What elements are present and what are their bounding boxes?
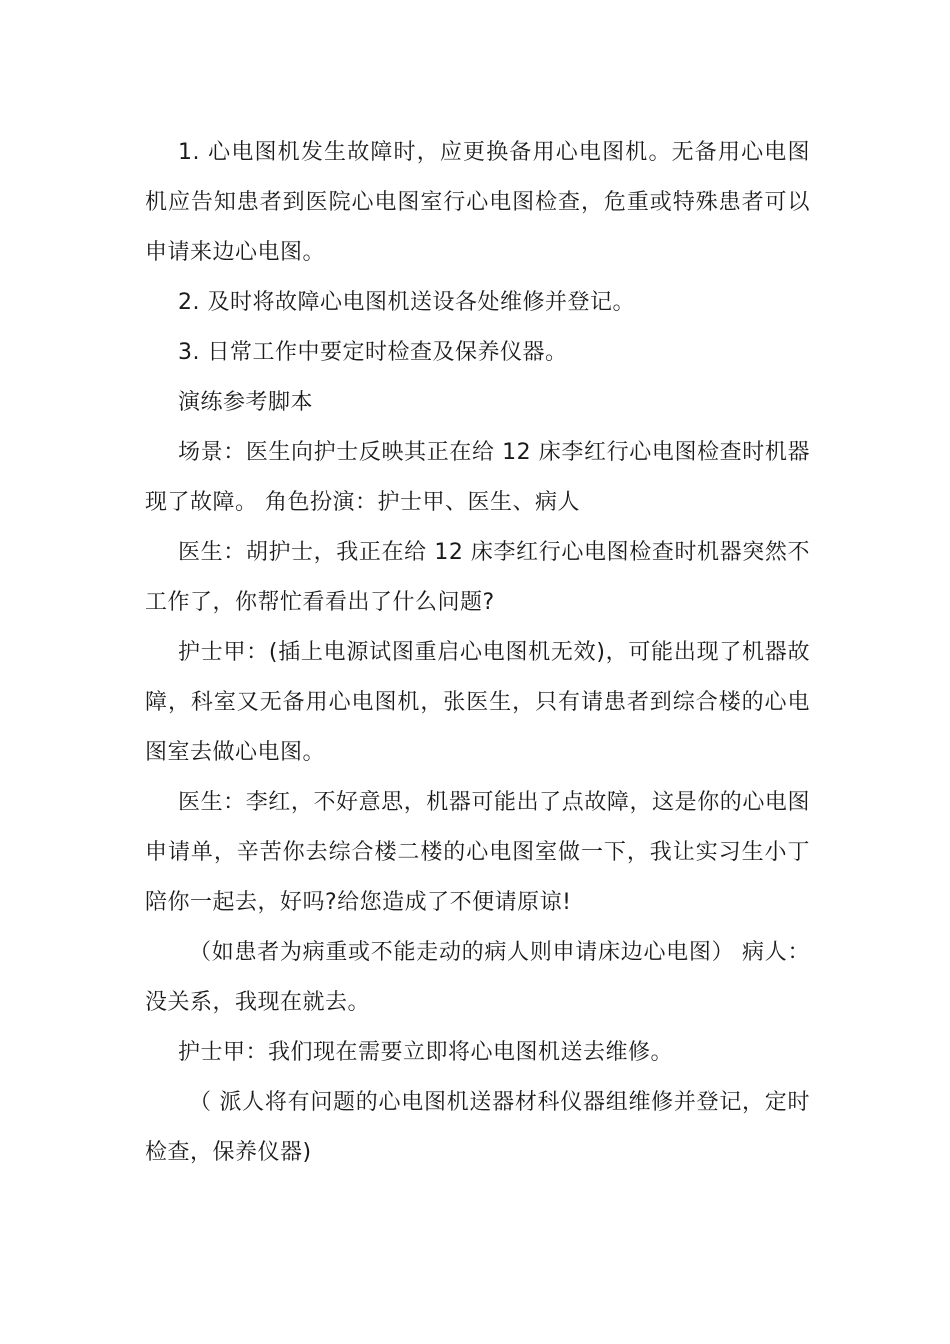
paragraph-nurse-line-2: 护士甲：我们现在需要立即将心电图机送去维修。 [178,1040,674,1065]
paragraph-ecg-malfunction-step-3: 3. 日常工作中要定时检查及保养仪器。 [178,340,568,365]
paragraph-repair-note: （ 派人将有问题的心电图机送器材科仪器组维修并登记，定时检查，保养仪器) [145,1090,810,1165]
document-body [145,128,810,1178]
paragraph-doctor-line-2: 医生：李红，不好意思，机器可能出了点故障，这是你的心电图申请单，辛苦你去综合楼二楼的心电图室做一下，我让实习生小丁陪你一起去，好吗?给您造成了不便请原谅! [145,790,810,915]
paragraph-ecg-malfunction-step-2: 2. 及时将故障心电图机送设各处维修并登记。 [178,290,635,315]
paragraph-scene: 场景：医生向护士反映其正在给 12 床李红行心电图检查时机器现了故障。 角色扮演：护士甲、医生、病人 [145,440,810,515]
paragraph-doctor-line-1: 医生：胡护士，我正在给 12 床李红行心电图检查时机器突然不工作了，你帮忙看看出了什么问题? [145,540,810,615]
section-heading-drill-script: 演练参考脚本 [178,390,314,415]
paragraph-ecg-malfunction-step-1: 1. 心电图机发生故障时，应更换备用心电图机。无备用心电图机应告知患者到医院心电图室行心电图检查，危重或特殊患者可以申请来边心电图。 [145,140,810,265]
paragraph-nurse-line-1: 护士甲：(插上电源试图重启心电图机无效)，可能出现了机器故障，科室又无备用心电图机，张医生，只有请患者到综合楼的心电图室去做心电图。 [145,640,810,765]
paragraph-patient-line: （如患者为病重或不能走动的病人则申请床边心电图） 病人：没关系，我现在就去。 [145,940,810,1015]
